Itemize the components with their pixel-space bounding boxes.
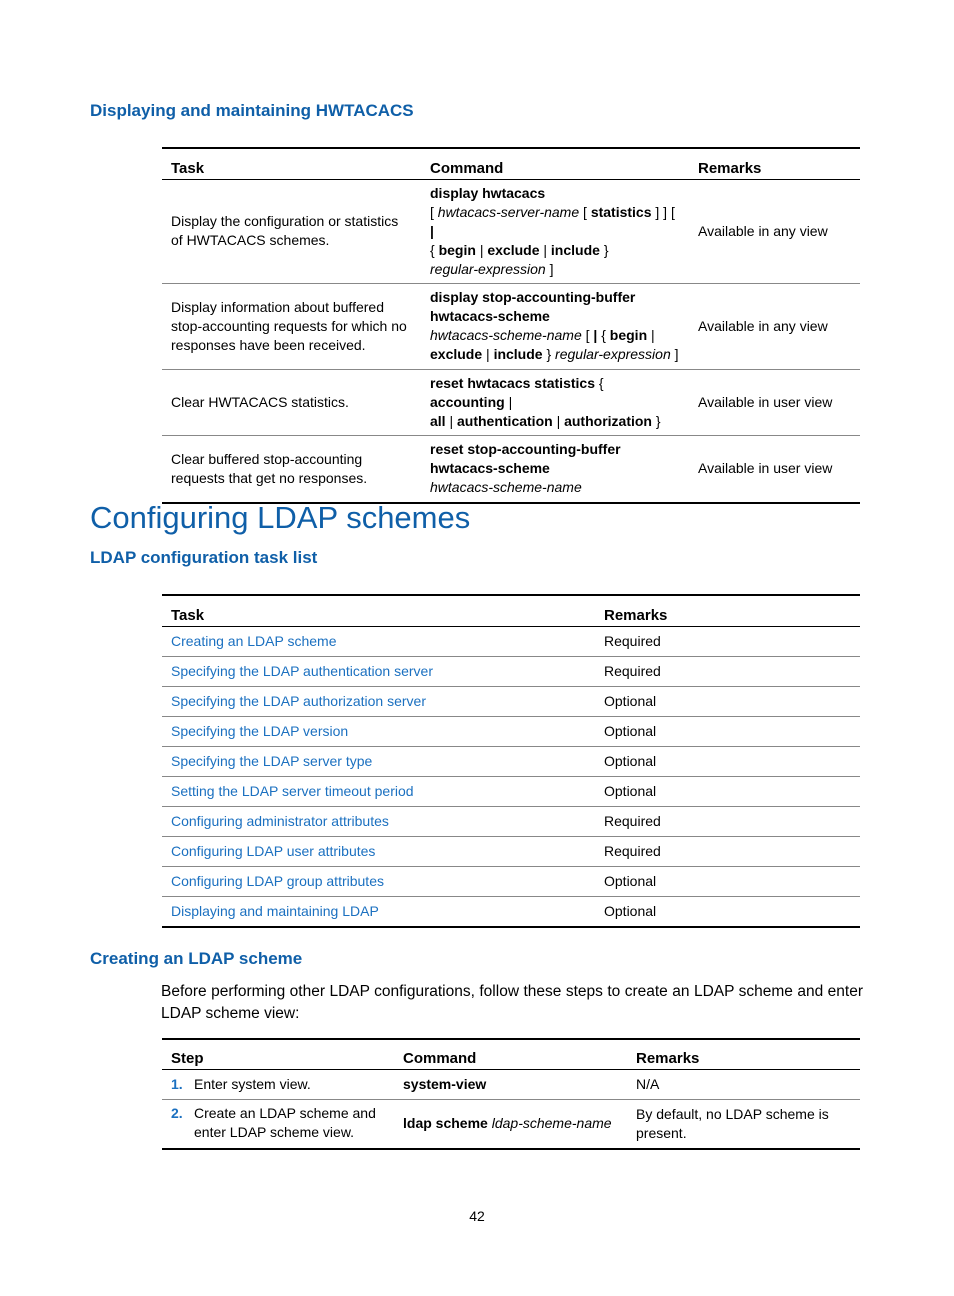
table-row [162, 896, 860, 927]
section-heading-creating-ldap-scheme: Creating an LDAP scheme [90, 949, 303, 968]
table-row [162, 283, 860, 369]
step-number: 1. [171, 1075, 183, 1092]
remarks-cell: Available in user view [698, 393, 833, 410]
task-cell: Clear buffered stop-accounting requests that get no responses. [171, 450, 368, 486]
intro-paragraph: Before performing other LDAP configurations, follow these steps to create an LDAP scheme and enter LDAP scheme view: [161, 983, 863, 1022]
remarks-cell: Required [604, 842, 661, 859]
remarks-cell: N/A [636, 1075, 660, 1092]
remarks-cell: Required [604, 662, 661, 679]
remarks-cell: Available in any view [698, 222, 828, 239]
remarks-cell: Required [604, 812, 661, 829]
task-link[interactable]: Displaying and maintaining LDAP [171, 902, 379, 919]
remarks-cell: Optional [604, 692, 657, 709]
remarks-cell: Optional [604, 872, 657, 889]
table-row [162, 716, 860, 746]
column-header-remarks: Remarks [604, 606, 668, 624]
table-row [162, 1069, 860, 1099]
section-heading-ldap-task-list: LDAP configuration task list [90, 548, 318, 567]
remarks-cell: Optional [604, 902, 657, 919]
table-row [162, 836, 860, 866]
task-link[interactable]: Configuring LDAP group attributes [171, 872, 384, 889]
table-row [162, 686, 860, 716]
column-header-command: Command [403, 1049, 477, 1067]
remarks-cell: By default, no LDAP scheme is present. [636, 1105, 829, 1141]
task-link[interactable]: Specifying the LDAP authentication server [171, 662, 434, 679]
table-row [162, 746, 860, 776]
table-row [162, 435, 860, 503]
column-header-remarks: Remarks [636, 1049, 700, 1067]
task-link[interactable]: Specifying the LDAP version [171, 722, 349, 739]
task-cell: Display information about buffered stop-accounting requests for which no responses have been received. [171, 298, 407, 353]
table-row [162, 1099, 860, 1149]
column-header-command: Command [430, 159, 504, 177]
hwtacacs-display-table [162, 147, 860, 504]
column-header-step: Step [171, 1049, 204, 1067]
chapter-title: Configuring LDAP schemes [90, 500, 471, 535]
step-number: 2. [171, 1104, 183, 1121]
remarks-cell: Optional [604, 752, 657, 769]
table-row [162, 369, 860, 435]
command-cell: system-view [403, 1075, 487, 1092]
command-cell: ldap scheme ldap-scheme-name [403, 1115, 612, 1132]
table-row [162, 866, 860, 896]
remarks-cell: Optional [604, 722, 657, 739]
command-cell: reset stop-accounting-buffer hwtacacs-scheme hwtacacs-scheme-name [430, 441, 621, 496]
command-cell: reset hwtacacs statistics { accounting | all | authentication | authorization } [430, 374, 661, 429]
table-row [162, 806, 860, 836]
page-number: 42 [469, 1208, 485, 1224]
column-header-remarks: Remarks [698, 159, 762, 177]
remarks-cell: Optional [604, 782, 657, 799]
column-header-task: Task [171, 606, 205, 624]
task-link[interactable]: Specifying the LDAP server type [171, 752, 373, 769]
task-cell: Clear HWTACACS statistics. [171, 393, 349, 410]
ldap-task-list-table [162, 594, 860, 928]
remarks-cell: Required [604, 632, 661, 649]
table-row [162, 179, 860, 283]
task-link[interactable]: Configuring LDAP user attributes [171, 842, 376, 859]
create-ldap-scheme-table [162, 1038, 860, 1150]
command-cell: display hwtacacs [ hwtacacs-server-name [ statistics ] ] [ | { begin | exclude | include } regular-expression ] [430, 184, 675, 277]
table-row [162, 656, 860, 686]
task-link[interactable]: Configuring administrator attributes [171, 812, 389, 829]
table-row [162, 626, 860, 656]
remarks-cell: Available in any view [698, 317, 828, 334]
step-cell: Create an LDAP scheme and enter LDAP scheme view. [194, 1104, 376, 1140]
task-cell: Display the configuration or statistics of HWTACACS schemes. [171, 213, 399, 248]
step-cell: Enter system view. [194, 1075, 311, 1092]
task-link[interactable]: Specifying the LDAP authorization server [171, 692, 426, 709]
command-cell: display stop-accounting-buffer hwtacacs-scheme hwtacacs-scheme-name [ | { begin | exclude | include } regular-expression ] [430, 289, 679, 362]
section-heading-hwtacacs: Displaying and maintaining HWTACACS [90, 101, 414, 120]
column-header-task: Task [171, 159, 205, 177]
task-link[interactable]: Setting the LDAP server timeout period [171, 782, 414, 799]
remarks-cell: Available in user view [698, 460, 833, 477]
task-link[interactable]: Creating an LDAP scheme [171, 632, 337, 649]
table-row [162, 776, 860, 806]
